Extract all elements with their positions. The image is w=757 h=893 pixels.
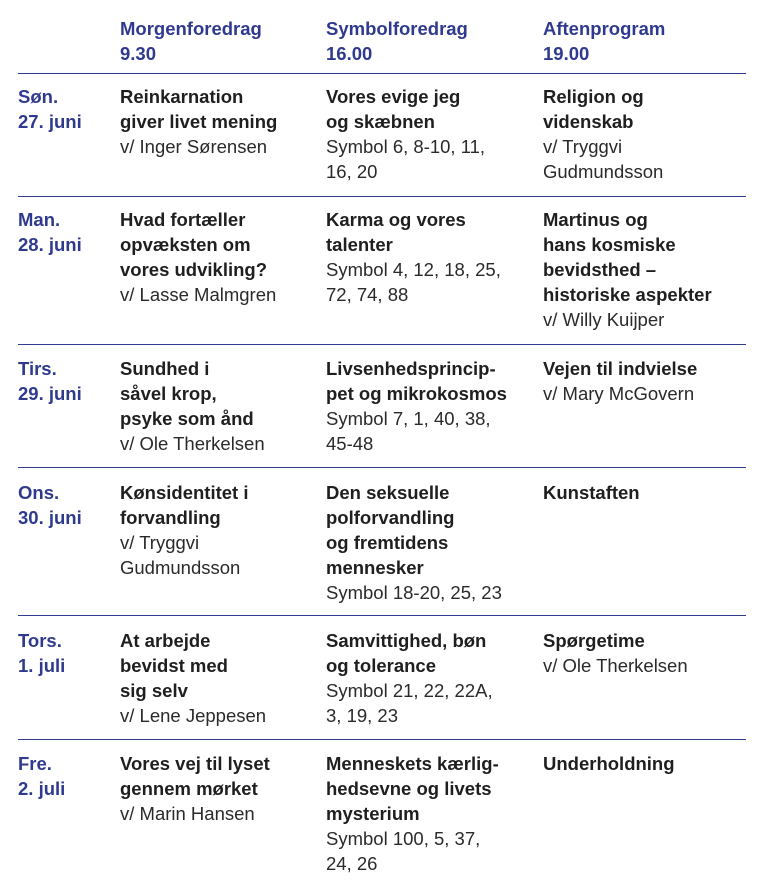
day-label: Ons. xyxy=(18,482,60,503)
symbol-line: Symbol 6, 8-10, 11, xyxy=(326,136,486,157)
talk-title-line: talenter xyxy=(326,234,393,255)
row-divider xyxy=(18,196,746,197)
column-header-name: Aftenprogram xyxy=(543,18,666,39)
date-label: 1. juli xyxy=(18,655,66,676)
column-header-name: Morgenforedrag xyxy=(120,18,262,39)
speaker-line: v/ Inger Sørensen xyxy=(120,136,268,157)
talk-title-line: Reinkarnation xyxy=(120,86,244,107)
morning-talk xyxy=(120,84,320,159)
date-cell xyxy=(18,84,116,134)
talk-title-line: Livsenhedsprincip- xyxy=(326,358,496,379)
evening-program xyxy=(543,751,753,776)
date-cell xyxy=(18,207,116,257)
column-header-symbol xyxy=(326,16,536,72)
speaker-line: v/ Willy Kuijper xyxy=(543,309,665,330)
morning-talk xyxy=(120,207,320,307)
symbol-talk xyxy=(326,356,536,456)
talk-title-line: Vores vej til lyset xyxy=(120,753,270,774)
talk-title-line: bevidst med xyxy=(120,655,228,676)
symbol-line: 3, 19, 23 xyxy=(326,705,399,726)
talk-title-line: polforvandling xyxy=(326,507,455,528)
date-cell xyxy=(18,480,116,530)
speaker-line: Gudmundsson xyxy=(120,557,241,578)
row-divider xyxy=(18,467,746,468)
day-label: Tors. xyxy=(18,630,62,651)
talk-title-line: såvel krop, xyxy=(120,383,217,404)
evening-program xyxy=(543,628,753,678)
talk-title-line: Sundhed i xyxy=(120,358,210,379)
column-header-time: 16.00 xyxy=(326,43,373,64)
morning-talk xyxy=(120,628,320,728)
talk-title-line: Samvittighed, bøn xyxy=(326,630,487,651)
talk-title-line: Karma og vores xyxy=(326,209,466,230)
talk-title-line: opvæksten om xyxy=(120,234,251,255)
symbol-line: Symbol 4, 12, 18, 25, xyxy=(326,259,501,280)
talk-title-line: Hvad fortæller xyxy=(120,209,246,230)
talk-title-line: og skæbnen xyxy=(326,111,435,132)
evening-program xyxy=(543,480,753,505)
column-header-name: Symbolforedrag xyxy=(326,18,468,39)
symbol-talk xyxy=(326,751,536,876)
speaker-line: Gudmundsson xyxy=(543,161,664,182)
talk-title-line: Vejen til indvielse xyxy=(543,358,698,379)
talk-title-line: Kunstaften xyxy=(543,482,640,503)
talk-title-line: Religion og xyxy=(543,86,644,107)
speaker-line: v/ Lasse Malmgren xyxy=(120,284,277,305)
talk-title-line: Menneskets kærlig- xyxy=(326,753,499,774)
symbol-line: 45-48 xyxy=(326,433,374,454)
talk-title-line: hans kosmiske xyxy=(543,234,676,255)
talk-title-line: pet og mikrokosmos xyxy=(326,383,507,404)
column-header-time: 19.00 xyxy=(543,43,590,64)
row-divider xyxy=(18,73,746,74)
talk-title-line: mysterium xyxy=(326,803,420,824)
symbol-line: Symbol 18-20, 25, 23 xyxy=(326,582,502,603)
talk-title-line: Underholdning xyxy=(543,753,675,774)
speaker-line: v/ Marin Hansen xyxy=(120,803,255,824)
symbol-talk xyxy=(326,207,536,307)
morning-talk xyxy=(120,751,320,826)
talk-title-line: mennesker xyxy=(326,557,424,578)
date-label: 30. juni xyxy=(18,507,82,528)
speaker-line: v/ Mary McGovern xyxy=(543,383,695,404)
talk-title-line: psyke som ånd xyxy=(120,408,254,429)
symbol-line: Symbol 7, 1, 40, 38, xyxy=(326,408,491,429)
speaker-line: v/ Lene Jeppesen xyxy=(120,705,267,726)
talk-title-line: giver livet mening xyxy=(120,111,278,132)
row-divider xyxy=(18,615,746,616)
symbol-line: Symbol 21, 22, 22A, xyxy=(326,680,493,701)
speaker-line: v/ Ole Therkelsen xyxy=(120,433,265,454)
day-label: Man. xyxy=(18,209,61,230)
symbol-talk xyxy=(326,84,536,184)
symbol-line: 24, 26 xyxy=(326,853,378,874)
talk-title-line: gennem mørket xyxy=(120,778,258,799)
column-header-time: 9.30 xyxy=(120,43,157,64)
date-label: 29. juni xyxy=(18,383,82,404)
symbol-line: Symbol 100, 5, 37, xyxy=(326,828,481,849)
day-label: Fre. xyxy=(18,753,52,774)
talk-title-line: Martinus og xyxy=(543,209,648,230)
day-label: Søn. xyxy=(18,86,59,107)
row-divider xyxy=(18,344,746,345)
symbol-talk xyxy=(326,480,536,605)
talk-title-line: Den seksuelle xyxy=(326,482,450,503)
morning-talk xyxy=(120,480,320,580)
talk-title-line: og tolerance xyxy=(326,655,436,676)
date-cell xyxy=(18,356,116,406)
speaker-line: v/ Ole Therkelsen xyxy=(543,655,688,676)
talk-title-line: vores udvikling? xyxy=(120,259,268,280)
evening-program xyxy=(543,84,753,184)
talk-title-line: Spørgetime xyxy=(543,630,645,651)
morning-talk xyxy=(120,356,320,456)
symbol-talk xyxy=(326,628,536,728)
date-cell xyxy=(18,628,116,678)
date-label: 2. juli xyxy=(18,778,66,799)
talk-title-line: forvandling xyxy=(120,507,221,528)
date-cell xyxy=(18,751,116,801)
talk-title-line: hedsevne og livets xyxy=(326,778,492,799)
talk-title-line: Kønsidentitet i xyxy=(120,482,249,503)
row-divider xyxy=(18,739,746,740)
evening-program xyxy=(543,207,753,332)
talk-title-line: og fremtidens xyxy=(326,532,449,553)
talk-title-line: videnskab xyxy=(543,111,634,132)
talk-title-line: At arbejde xyxy=(120,630,211,651)
date-label: 28. juni xyxy=(18,234,82,255)
talk-title-line: Vores evige jeg xyxy=(326,86,461,107)
speaker-line: v/ Tryggvi xyxy=(120,532,200,553)
column-header-morning xyxy=(120,16,320,72)
date-label: 27. juni xyxy=(18,111,82,132)
day-label: Tirs. xyxy=(18,358,57,379)
speaker-line: v/ Tryggvi xyxy=(543,136,623,157)
talk-title-line: historiske aspekter xyxy=(543,284,712,305)
symbol-line: 72, 74, 88 xyxy=(326,284,409,305)
evening-program xyxy=(543,356,753,406)
talk-title-line: sig selv xyxy=(120,680,188,701)
talk-title-line: bevidsthed – xyxy=(543,259,657,280)
column-header-evening xyxy=(543,16,753,72)
symbol-line: 16, 20 xyxy=(326,161,378,182)
